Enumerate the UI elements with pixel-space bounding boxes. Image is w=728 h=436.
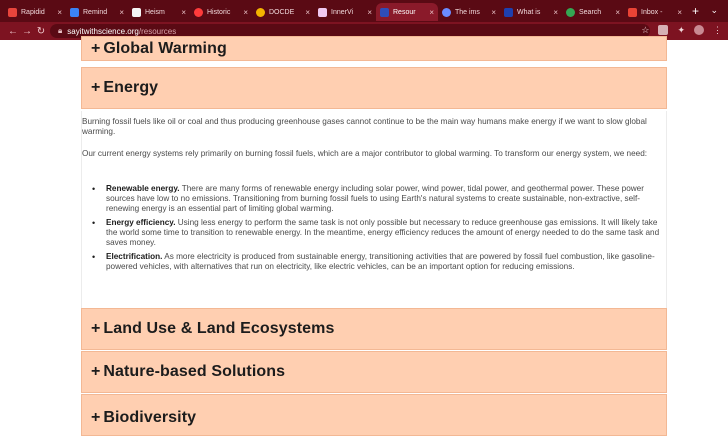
tab-title: What is: [517, 8, 541, 16]
browser-tab[interactable]: [500, 3, 562, 21]
tab-favicon-icon: [318, 8, 327, 17]
expand-plus-icon: +: [91, 39, 101, 57]
list-item: [92, 184, 666, 214]
browser-tab[interactable]: [314, 3, 376, 21]
accordion-title: Nature-based Solutions: [103, 363, 286, 380]
accordion-title: Biodiversity: [103, 409, 197, 426]
tab-title: Resour: [393, 8, 416, 16]
bullet-dot: •: [92, 218, 96, 228]
browser-tab-bar: [0, 0, 728, 22]
toolbar-actions: [641, 25, 722, 36]
tab-search-chevron-icon[interactable]: ⌄: [710, 5, 718, 15]
accordion-land-use[interactable]: [81, 308, 667, 350]
list-item: [92, 218, 666, 248]
menu-kebab-icon[interactable]: ⋮: [713, 25, 722, 35]
extensions-puzzle-icon[interactable]: ✦: [677, 25, 685, 35]
tab-close-icon[interactable]: ×: [181, 7, 186, 17]
tab-favicon-icon: [504, 8, 513, 17]
new-tab-icon[interactable]: +: [692, 4, 700, 18]
url-domain: sayitwithscience.org: [67, 26, 139, 36]
tab-close-icon[interactable]: ×: [615, 7, 620, 17]
expand-plus-icon: +: [91, 320, 101, 337]
bullet-text: Using less energy to perform the same task is not only possible but necessary to reduce greenhouse gas emissions. It will likely take the world some time to transition to renewable energy. In the meantime, energy efficiency reduces the amount of energy needed to do the same task and saves money.: [106, 218, 660, 247]
accordion-title: Energy: [103, 79, 159, 96]
tab-close-icon[interactable]: ×: [491, 7, 496, 17]
tab-title: Heism: [145, 8, 165, 16]
tab-close-icon[interactable]: ×: [677, 7, 682, 17]
tab-favicon-icon: [132, 8, 141, 17]
tab-title: Search: [579, 8, 602, 16]
accordion-energy[interactable]: [81, 67, 667, 109]
accordion-global-warming[interactable]: [81, 36, 667, 61]
tab-favicon-icon: [70, 8, 79, 17]
browser-tab[interactable]: [624, 3, 686, 21]
url-text: [67, 27, 176, 36]
tab-favicon-icon: [442, 8, 451, 17]
expand-plus-icon: +: [91, 409, 101, 426]
tab-close-icon[interactable]: ×: [57, 7, 62, 17]
list-item: [92, 252, 666, 272]
expand-plus-icon: +: [91, 363, 101, 380]
tab-close-icon[interactable]: ×: [119, 7, 124, 17]
browser-tab[interactable]: [190, 3, 252, 21]
browser-tab[interactable]: [128, 3, 190, 21]
bullet-term: Energy efficiency.: [106, 218, 176, 227]
tab-close-icon[interactable]: ×: [305, 7, 310, 17]
tab-favicon-icon: [194, 8, 203, 17]
tab-close-icon[interactable]: ×: [367, 7, 372, 17]
expand-plus-icon: +: [91, 79, 101, 96]
browser-tab[interactable]: [4, 3, 66, 21]
extension-icon[interactable]: [658, 25, 668, 35]
bullet-text: As more electricity is produced from sustainable energy, transitioning activities that are powered by fossil fuel combustion, like gasoline-powered vehicles, with alternatives that run on electricity, like electric vehicles, can be an important option for reducing emissions.: [106, 252, 655, 271]
tab-title: DOCDE: [269, 8, 295, 16]
bullet-term: Renewable energy.: [106, 184, 180, 193]
tab-title: Inbox -: [641, 8, 663, 16]
browser-tab[interactable]: [66, 3, 128, 21]
web-page: [0, 39, 728, 426]
tab-title: Historic: [207, 8, 231, 16]
browser-tab[interactable]: [438, 3, 500, 21]
energy-systems-paragraph: Our current energy systems rely primarily on burning fossil fuels, which are a major contributor to global warming. To transform our energy system, we need:: [82, 149, 648, 158]
lock-icon: 🔒︎: [58, 26, 63, 35]
tab-favicon-icon: [628, 8, 637, 17]
accordion-biodiversity[interactable]: [81, 394, 667, 436]
browser-tab-active[interactable]: [376, 3, 438, 21]
back-arrow-icon[interactable]: ←: [8, 25, 18, 37]
tab-title: Remind: [83, 8, 108, 16]
tab-favicon-icon: [566, 8, 575, 17]
bullet-dot: •: [92, 184, 96, 194]
bullet-text: There are many forms of renewable energy including solar power, wind power, tidal power, and geothermal power. These power sources have low to no emissions. Transitioning from burning fossil fuels to using Earth's natural systems to create sustainable, non-extractive, self-renewing energy is an essential part of limiting global warming.: [106, 184, 644, 213]
accordion-title: Global Warming: [103, 39, 227, 57]
tab-close-icon[interactable]: ×: [553, 7, 558, 17]
tab-close-icon[interactable]: ×: [429, 7, 434, 17]
forward-arrow-icon[interactable]: →: [22, 25, 32, 37]
browser-tab[interactable]: [252, 3, 314, 21]
browser-tab[interactable]: [562, 3, 624, 21]
tab-title: InnerVi: [331, 8, 354, 16]
energy-intro-paragraph: Burning fossil fuels like oil or coal and thus producing greenhouse gases cannot continue to be the main way humans make energy if we want to slow global warming.: [82, 117, 647, 136]
bookmark-star-icon[interactable]: ☆: [641, 25, 650, 35]
tab-title: The ims: [455, 8, 480, 16]
tab-favicon-icon: [8, 8, 17, 17]
profile-avatar-icon[interactable]: [694, 25, 704, 35]
tab-close-icon[interactable]: ×: [243, 7, 248, 17]
energy-bullet-list: [92, 184, 666, 276]
reload-icon[interactable]: ↻: [36, 25, 46, 37]
accordion-title: Land Use & Land Ecosystems: [103, 320, 335, 337]
accordion-nature-based[interactable]: [81, 351, 667, 393]
bullet-term: Electrification.: [106, 252, 163, 261]
energy-panel: [81, 111, 667, 308]
bullet-dot: •: [92, 252, 96, 262]
url-path: /resources: [138, 26, 177, 36]
tab-favicon-icon: [256, 8, 265, 17]
tab-title: Rapidid: [21, 8, 45, 16]
tab-favicon-icon: [380, 8, 389, 17]
